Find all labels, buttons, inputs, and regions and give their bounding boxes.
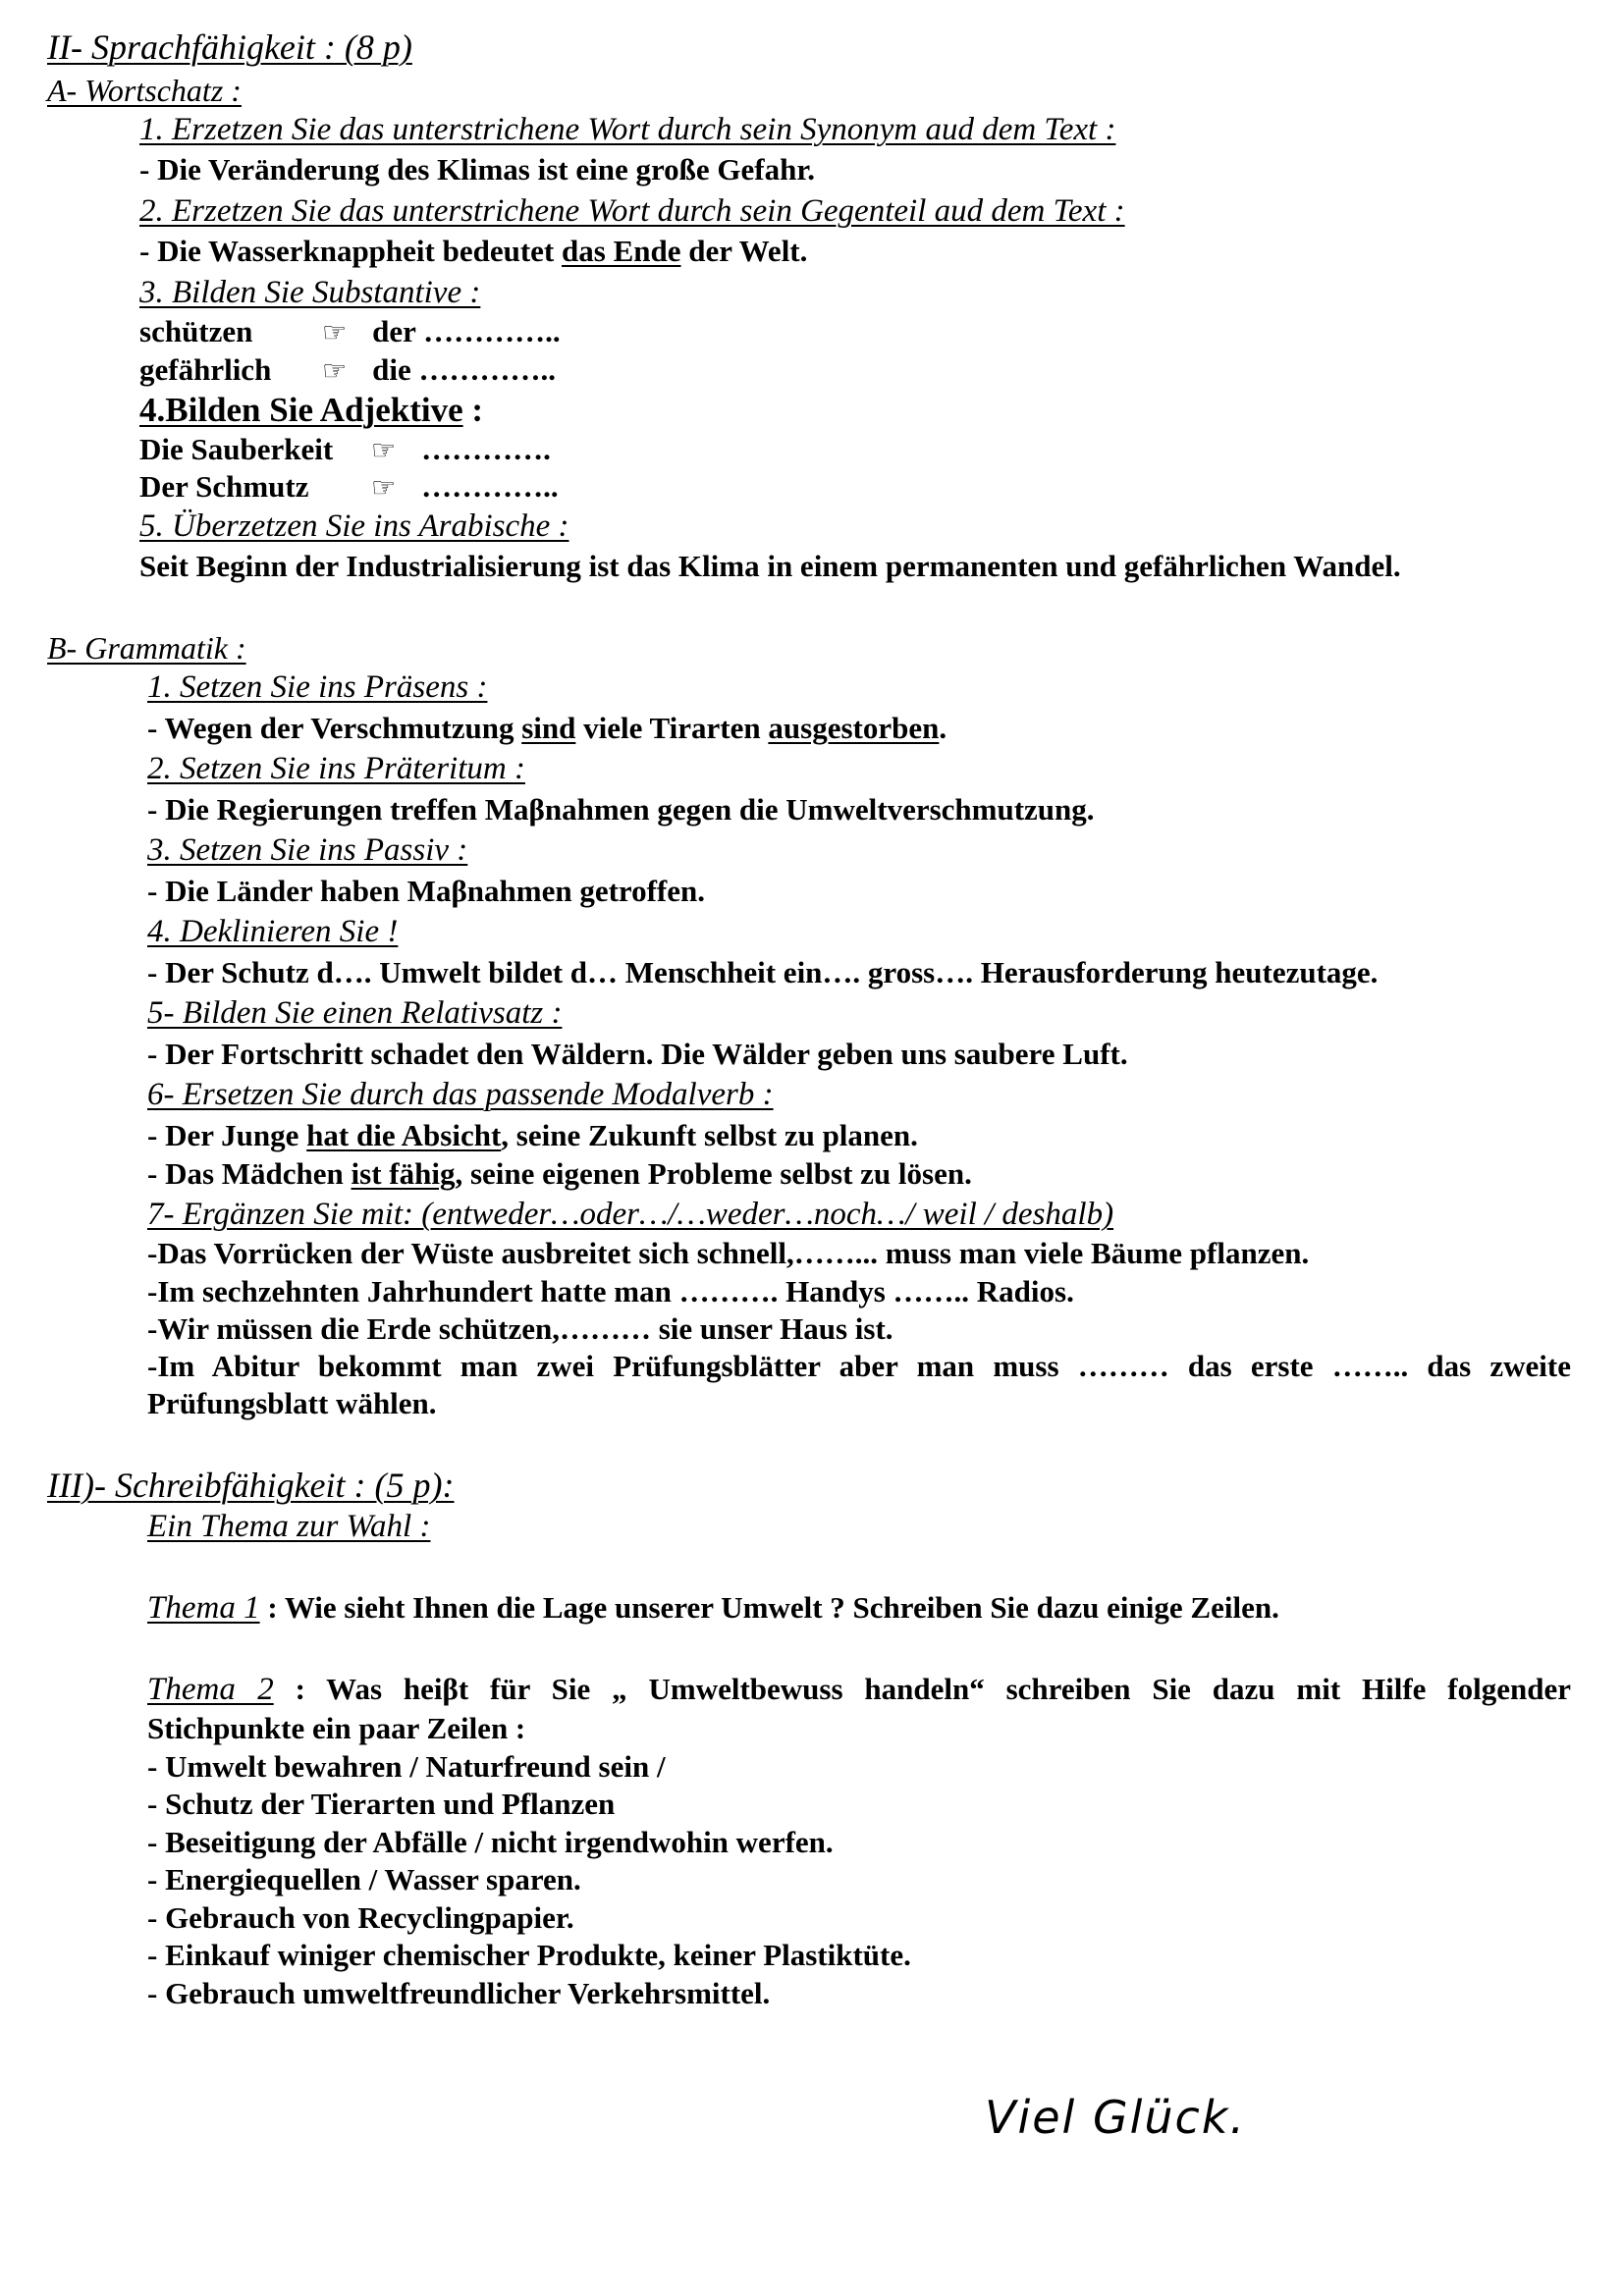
grammatik-q2-sentence: - Die Regierungen treffen Maβnahmen gegen die Umweltverschmutzung. — [147, 792, 1095, 827]
grammatik-title: B- Grammatik : — [47, 630, 246, 666]
grammatik-q5-sentence: - Der Fortschritt schadet den Wäldern. Die Wälder geben uns saubere Luft. — [147, 1037, 1128, 1071]
thema-2-cont: Stichpunkte ein paar Zeilen : — [147, 1711, 526, 1745]
stichpunkt-5: - Gebrauch von Recyclingpapier. — [147, 1900, 574, 1935]
section3-title: III)- Schreibfähigkeit : (5 p): — [47, 1466, 455, 1505]
noun-item-2: gefährlich ☞ die ………….. — [139, 350, 556, 392]
underlined-word: das Ende — [562, 234, 681, 268]
grammatik-q3-sentence: - Die Länder haben Maβnahmen getroffen. — [147, 874, 706, 908]
thema-1: Thema 1 : Wie sieht Ihnen die Lage unserer Umwelt ? Schreiben Sie dazu einige Zeilen. — [147, 1590, 1279, 1626]
wortschatz-q3-task: 3. Bilden Sie Substantive : — [139, 275, 481, 310]
section3-subtitle: Ein Thema zur Wahl : — [147, 1509, 431, 1544]
pointing-hand-icon: ☞ — [371, 436, 397, 466]
grammatik-q4-sentence: - Der Schutz d…. Umwelt bildet d… Menschheit ein…. gross…. Herausforderung heutezutage. — [147, 955, 1379, 989]
grammatik-q1-task: 1. Setzen Sie ins Präsens : — [147, 669, 488, 705]
grammatik-q7-sentence-1: -Das Vorrücken der Wüste ausbreitet sich schnell,……... muss man viele Bäume pflanzen. — [147, 1236, 1310, 1270]
wortschatz-q4-task: 4.Bilden Sie Adjektive : — [139, 391, 484, 429]
grammatik-q2-task: 2. Setzen Sie ins Präteritum : — [147, 751, 525, 786]
grammatik-q6-task: 6- Ersetzen Sie durch das passende Modalverb : — [147, 1077, 774, 1112]
wortschatz-q1-sentence: - Die Veränderung des Klimas ist eine große Gefahr. — [139, 152, 816, 187]
wortschatz-title: A- Wortschatz : — [47, 73, 242, 108]
grammatik-q4-task: 4. Deklinieren Sie ! — [147, 914, 399, 949]
grammatik-q1-sentence: - Wegen der Verschmutzung sind viele Tirarten ausgestorben. — [147, 711, 947, 745]
grammatik-q6-sentence-2: - Das Mädchen ist fähig, seine eigenen Probleme selbst zu lösen. — [147, 1156, 972, 1191]
grammatik-q7-sentence-4-cont: Prüfungsblatt wählen. — [147, 1386, 437, 1420]
grammatik-q6-sentence-1: - Der Junge hat die Absicht, seine Zukunft selbst zu planen. — [147, 1118, 918, 1152]
adjective-item-1: Die Sauberkeit ☞ …………. — [139, 430, 551, 471]
pointing-hand-icon: ☞ — [371, 473, 397, 504]
thema-1-label: Thema 1 — [147, 1590, 260, 1626]
grammatik-q7-sentence-4: -Im Abitur bekommt man zwei Prüfungsblätter aber man muss ……… das erste …….. das zweite — [147, 1349, 1571, 1383]
grammatik-q7-sentence-2: -Im sechzehnten Jahrhundert hatte man ………. Handys …….. Radios. — [147, 1274, 1074, 1308]
section2-title: II- Sprachfähigkeit : (8 p) — [47, 27, 412, 67]
thema-2-label: Thema 2 — [147, 1672, 274, 1707]
wortschatz-q2-sentence: - Die Wasserknappheit bedeutet das Ende der Welt. — [139, 234, 808, 268]
wortschatz-q2-task: 2. Erzetzen Sie das unterstrichene Wort durch sein Gegenteil aud dem Text : — [139, 193, 1125, 229]
adjective-item-2: Der Schmutz ☞ ………….. — [139, 467, 559, 508]
stichpunkt-2: - Schutz der Tierarten und Pflanzen — [147, 1787, 616, 1821]
stichpunkt-3: - Beseitigung der Abfälle / nicht irgendwohin werfen. — [147, 1825, 834, 1859]
wortschatz-q1-task: 1. Erzetzen Sie das unterstrichene Wort durch sein Synonym aud dem Text : — [139, 112, 1116, 147]
stichpunkt-7: - Gebrauch umweltfreundlicher Verkehrsmittel. — [147, 1976, 771, 2010]
grammatik-q7-task: 7- Ergänzen Sie mit: (entweder…oder…/…weder…noch…/ weil / deshalb) — [147, 1197, 1114, 1232]
wortschatz-q5-task: 5. Überzetzen Sie ins Arabische : — [139, 508, 569, 544]
stichpunkt-1: - Umwelt bewahren / Naturfreund sein / — [147, 1749, 666, 1784]
pointing-hand-icon: ☞ — [322, 356, 348, 387]
thema-2: Thema 2 : Was heiβt für Sie „ Umweltbewuss handeln“ schreiben Sie dazu mit Hilfe folgender — [147, 1672, 1571, 1707]
grammatik-q5-task: 5- Bilden Sie einen Relativsatz : — [147, 995, 563, 1031]
grammatik-q3-task: 3. Setzen Sie ins Passiv : — [147, 832, 468, 868]
grammatik-q7-sentence-3: -Wir müssen die Erde schützen,……… sie unser Haus ist. — [147, 1311, 893, 1346]
stichpunkt-6: - Einkauf winiger chemischer Produkte, keiner Plastiktüte. — [147, 1938, 911, 1972]
noun-item-1: schützen ☞ der ………….. — [139, 312, 561, 353]
closing-wish: Viel Glück. — [985, 2091, 1247, 2144]
wortschatz-q5-sentence: Seit Beginn der Industrialisierung ist das Klima in einem permanenten und gefährlichen Wandel. — [139, 549, 1401, 583]
stichpunkt-4: - Energiequellen / Wasser sparen. — [147, 1862, 581, 1896]
pointing-hand-icon: ☞ — [322, 318, 348, 348]
